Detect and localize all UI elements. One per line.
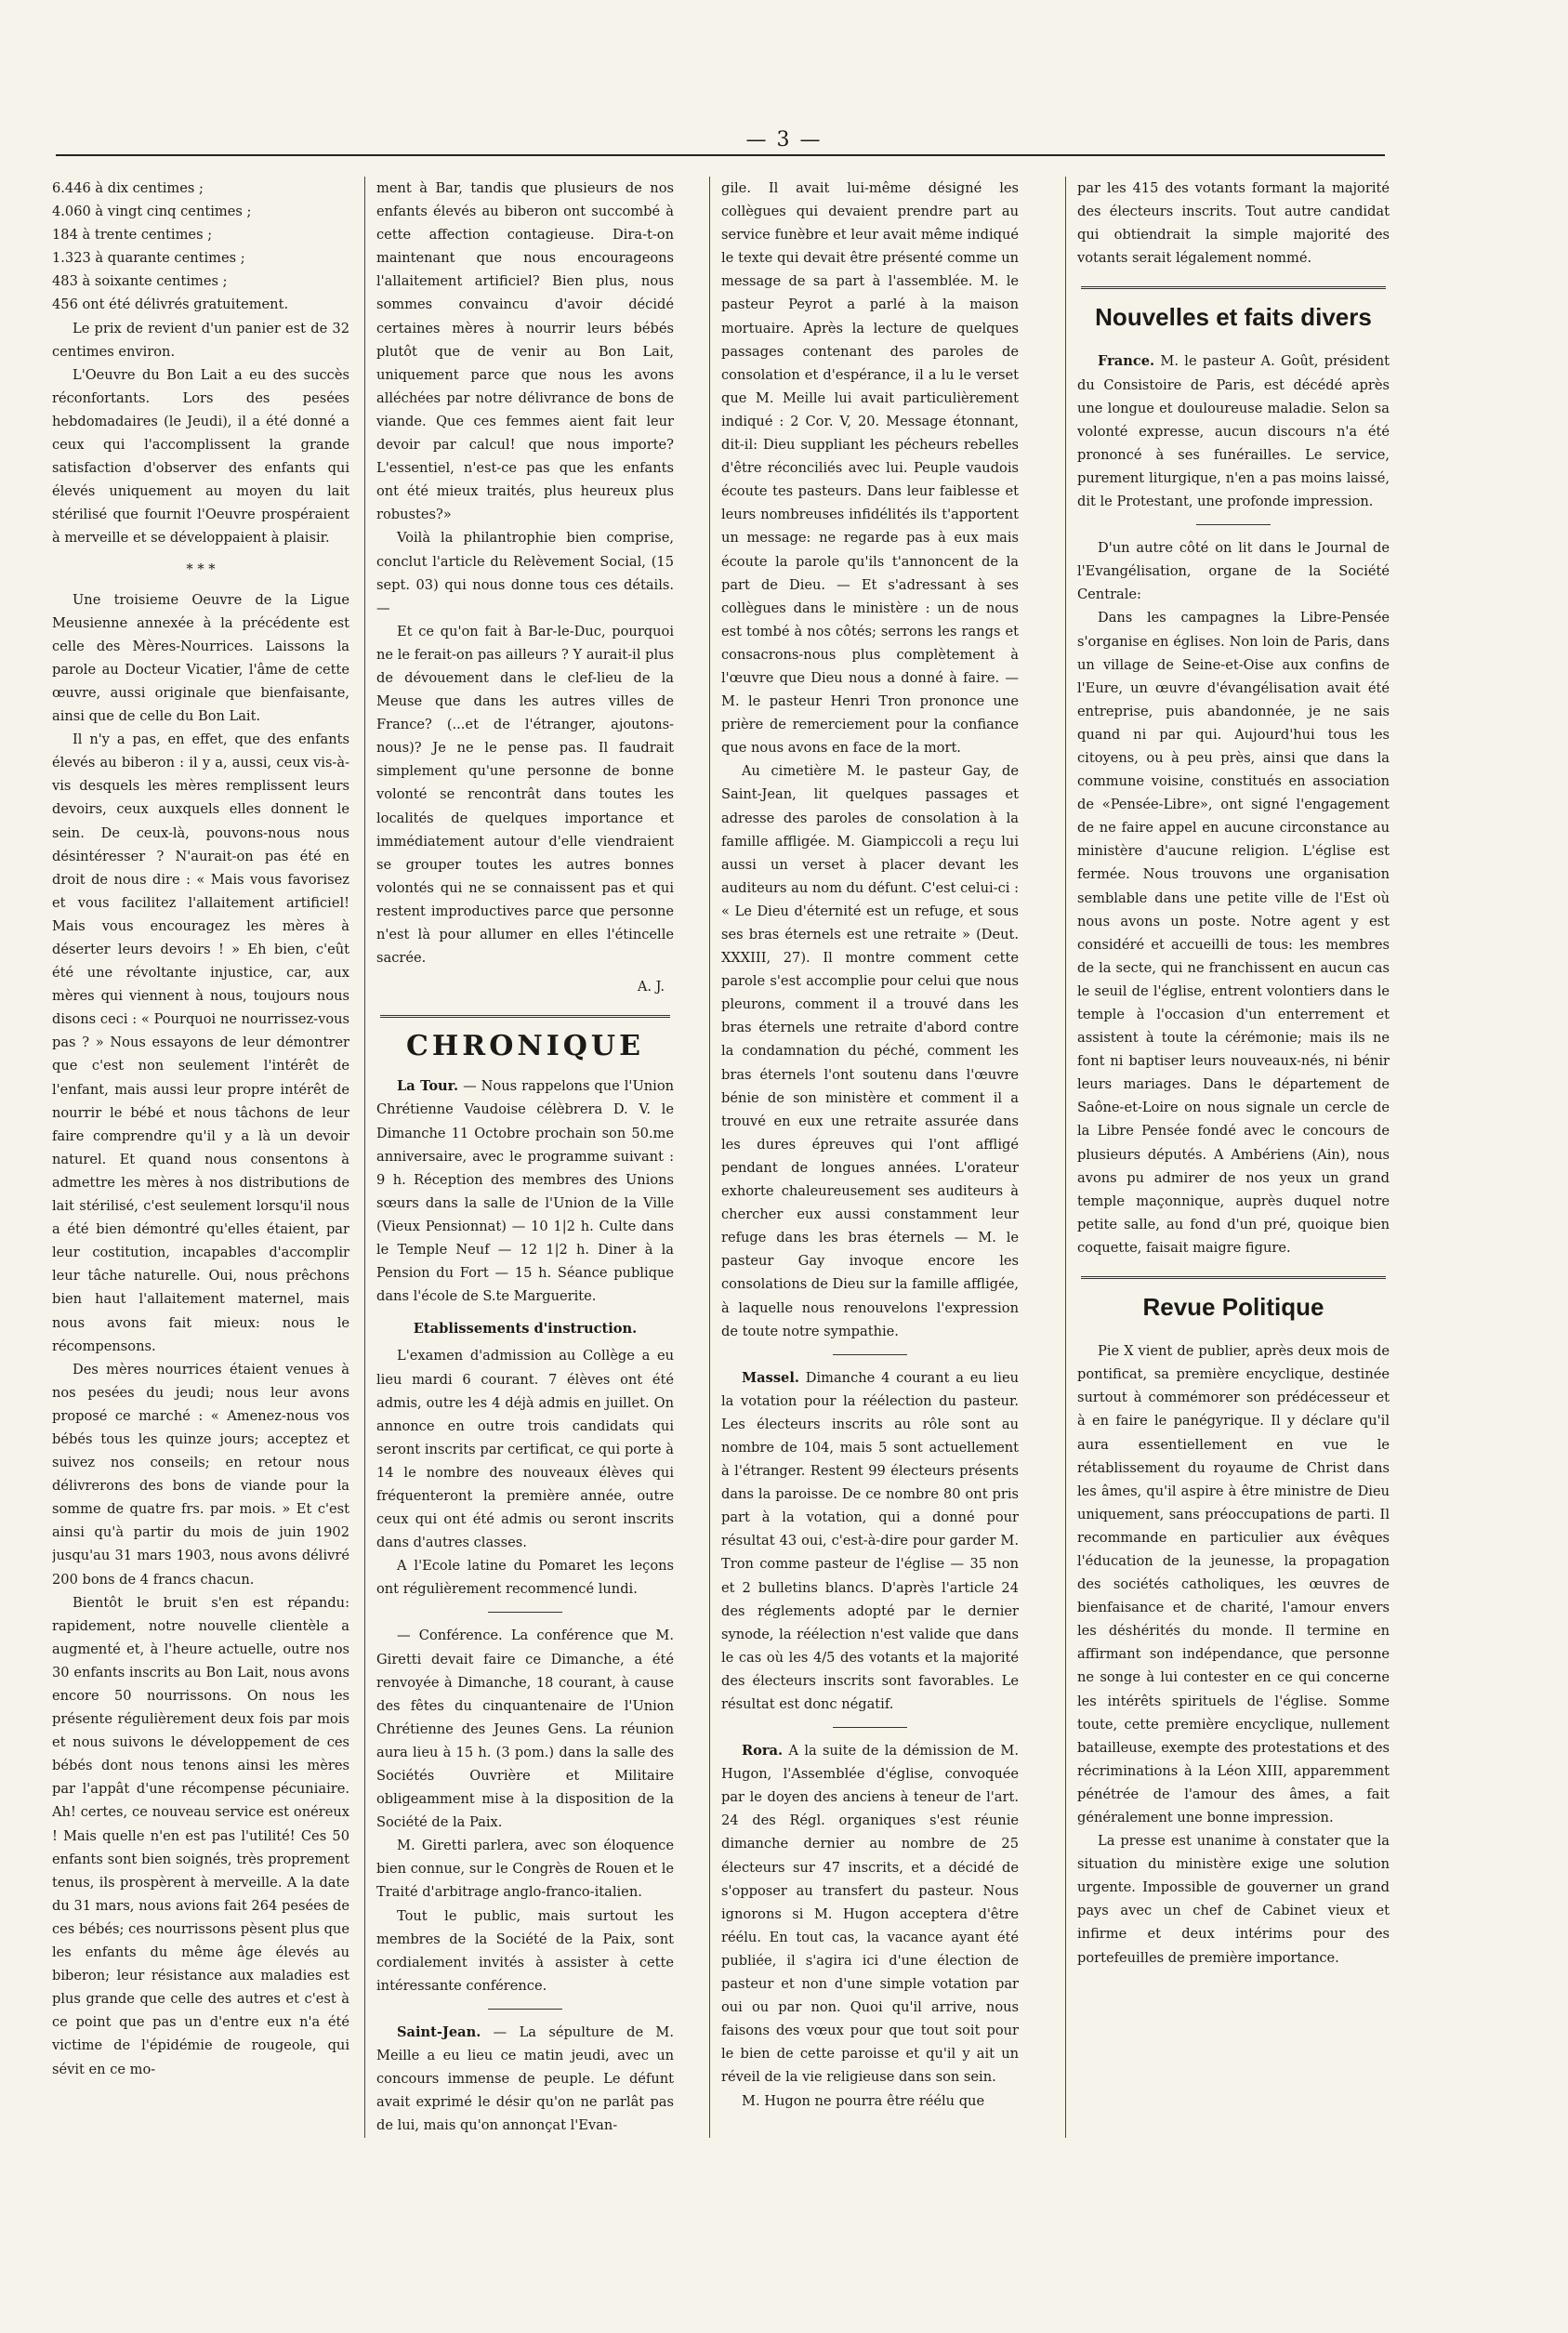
section-title-revue: Revue Politique [1142, 1293, 1324, 1322]
rubric-text: A la suite de la démission de M. Hugon, l'Assemblée d'église, convoquée par le doyen des anciens à teneur de l'art. 24 des Régl. organiques s'est réunie dimanche dernier au nombre de 25 électeurs sur 47 inscrits, et a décidé de s'opposer au transfert du pasteur. Nous ignorons si M. Hugon acceptera d'être réélu. En tout cas, la vacance ayant été publiée, il s'agira ici d'une élection de pasteur et non d'une simple votation par oui ou par non. Quoi qu'il arrive, nous faisons des vœux pour que tout soit pour le bien de cette paroisse et qu'il y ait un réveil de la vie religieuse dans son sein. [721, 1743, 1019, 2086]
paragraph: L'examen d'admission au Collège a eu lieu mardi 6 courant. 7 élèves ont été admis, outre les 4 déjà admis en juillet. On annonce en outre trois candidats qui seront inscrits par certificat, ce qui porte à 14 le nombre des nouveaux élèves qui fréquenteront la première année, outre ceux qui ont été admis ou seront inscrits dans d'autres classes. [376, 1348, 674, 1551]
paragraph: Bientôt le bruit s'en est répandu: rapidement, notre nouvelle clientèle a augmenté et, à l'heure actuelle, outre nos 30 enfants inscrits au Bon Lait, nous avons encore 50 nourrissons. On nous les présente régulièrement deux fois par mois et nous suivons le développement de ces bébés dont nous tenons ainsi les mères par l'appât d'une récompense pécuniaire. Ah! certes, ce nouveau service est onéreux ! Mais quelle n'en est pas l'utilité! Ces 50 enfants sont bien soignés, très proprement tenus, ils prospèrent à merveille. A la date du 31 mars, nous avions fait 264 pesées de ces bébés; ces nourrissons pèsent plus que les enfants du même âge élevés au biberon; leur résistance aux maladies est plus grande que celle des autres et c'est à ce point que pas un d'entre eux n'a été victime de l'épidémie de rougeole, qui sévit en ce mo- [52, 1594, 349, 2077]
rubric-label: France. [1098, 353, 1155, 370]
section-separator: * * * [186, 560, 216, 577]
short-divider [833, 1354, 907, 1355]
column-divider [1065, 177, 1066, 2138]
column-2 [376, 177, 674, 2166]
rubric-label: Rora. [742, 1743, 784, 1760]
paragraph: La presse est unanime à constater que la situation du ministère exige une solution urgente. Impossible de gouverner un grand pays avec un chef de Cabinet vieux et infirme et deux intérims pour des portefeuilles de première importance. [1077, 1833, 1390, 1966]
rubric-text: — La sépulture de M. Meille a eu lieu ce matin jeudi, avec un concours immense de peuple. Le défunt avait exprimé le désir qu'on ne parlât pas de lui, mais qu'on annonçat l'Evan- [376, 2023, 674, 2134]
paragraph: M. Giretti parlera, avec son éloquence bien connue, sur le Congrès de Rouen et le Traité d'arbitrage anglo-franco-italien. [376, 1838, 674, 1901]
paragraph: Au cimetière M. le pasteur Gay, de Saint-Jean, lit quelques passages et adresse des paroles de consolation à la famille affligée. M. Giampiccoli a reçu lui aussi un verset à placer devant les auditeurs au nom du défunt. C'est celui-ci : « Le Dieu d'éternité est un refuge, et sous ses bras éternels est une retraite » (Deut. XXXIII, 27). Il montre comment cette parole s'est accomplie pour celui que nous pleurons, comment il a trouvé dans les bras éternels une retraite d'abord contre la condamnation du péché, comment les bras éternels l'ont soutenu dans l'œuvre bénie de son ministère et comment il a trouvé en eux une retraite assurée dans les dures épreuves qui l'ont affligé pendant de longues années. L'orateur exhorte chaleureusement ses auditeurs à chercher eux aussi constamment leur refuge dans les bras éternels — M. le pasteur Gay invoque encore les consolations de Dieu sur la famille affligée, à laquelle nous renouvelons l'expression de toute notre sympathie. [721, 763, 1019, 1339]
section-title-nouvelles: Nouvelles et faits divers [1095, 303, 1372, 332]
paragraph [376, 1074, 674, 1308]
subheading: Etablissements d'instruction. [413, 1321, 638, 1338]
column-divider [364, 177, 365, 2138]
stat-line: 483 à soixante centimes ; [52, 273, 228, 290]
column-4 [1077, 177, 1390, 2166]
column-3 [721, 177, 1019, 2166]
paragraph [721, 1739, 1019, 2089]
short-divider [833, 1727, 907, 1728]
rubric-label: La Tour. [397, 1078, 459, 1095]
stat-line: 184 à trente centimes ; [52, 227, 213, 244]
rubric-text: — Nous rappelons que l'Union Chrétienne Vaudoise célèbrera D. V. le Dimanche 11 Octobre prochain son 50.me anniversaire, avec le programme suivant : 9 h. Réception des membres des Unions sœurs dans la salle de l'Union de la Ville (Vieux Pensionnat) — 10 1|2 h. Culte dans le Temple Neuf — 12 1|2 h. Diner à la Pension du Fort — 15 h. Séance publique dans l'école de S.te Marguerite. [376, 1078, 674, 1305]
section-title-chronique: CHRONIQUE [406, 1030, 644, 1063]
paragraph: Des mères nourrices étaient venues à nos pesées du jeudi; nous leur avons proposé ce marché : « Amenez-nous vos bébés tous les quinze jours; acceptez et suivez nos conseils; en retour nous délivrerons des bons de viande pour la somme de quatre frs. par mois. » Et c'est ainsi qu'à partir du mois de juin 1902 jusqu'au 31 mars 1903, nous avons délivré 200 bons de 4 francs chacun. [52, 1361, 349, 1588]
divider [1081, 1276, 1386, 1279]
column-1 [52, 177, 349, 2166]
paragraph: Tout le public, mais surtout les membres de la Société de la Paix, sont cordialement invités à assister à cette intéressante conférence. [376, 1907, 674, 1994]
paragraph: gile. Il avait lui-même désigné les collègues qui devaient prendre part au service funèbre et leur avait même indiqué le texte qui devait être présenté comme un message de sa part à l'assemblée. M. le pasteur Peyrot a parlé à la maison mortuaire. Après la lecture de quelques passages contenant des paroles de consolation et d'espérance, il a lu le verset que M. Meille lui avait particulièrement indiqué : 2 Cor. V, 20. Message étonnant, dit-il: Dieu suppliant les pécheurs rebelles d'être réconciliés avec lui. Peuple vaudois écoute tes pasteurs. Dans leur faiblesse et leurs nombreuses infidélités ils t'apportent un message: ne regarde pas à eux mais écoute la parole qu'ils t'annoncent de la part de Dieu. — Et s'adressant à ses collègues dans le ministère : un de nous est tombé à nos côtés; serrons les rangs et consacrons-nous plus complètement à l'œuvre que Dieu nous a donné à faire. — M. le pasteur Henri Tron prononce une prière de remerciement pour la confiance que nous avons en face de la mort. [721, 180, 1019, 757]
paragraph: Le prix de revient d'un panier est de 32 centimes environ. [52, 320, 349, 360]
paragraph: M. Hugon ne pourra être réélu que [742, 2092, 985, 2109]
paragraph: Il n'y a pas, en effet, que des enfants élevés au biberon : il y a, aussi, ceux vis-à-vis desquels les mères remplissent leurs devoirs, ceux auxquels elles donnent le sein. De ceux-là, pouvons-nous nous désintéresser ? N'aurait-on pas été en droit de nous dire : « Mais vous favorisez et vous facilitez l'allaitement artificiel! Mais vous encouragez les mères à déserter leurs devoirs ! » Eh bien, c'eût été une révoltante injustice, car, aux mères qui viennent à nous, toujours nous disons ceci : « Pourquoi ne nourrissez-vous pas ? » Nous essayons de leur démontrer que c'est non seulement l'intérêt de l'enfant, mais aussi leur propre intérêt de nourrir le bébé et nous tâchons de leur faire comprendre qu'il y a là un devoir naturel. Et quand nous consentons à admettre les mères à nos distributions de lait stérilisé, c'est seulement lorsqu'il nous a été bien démontré qu'elles étaient, par leur costitution, incapables d'accomplir leur tâche naturelle. Oui, nous prêchons bien haut l'allaitement maternel, mais nous avons fait mieux: nous le récompensons. [52, 732, 349, 1354]
paragraph [721, 1366, 1019, 1716]
paragraph: D'un autre côté on lit dans le Journal de l'Evangélisation, organe de la Société Centrale: [1077, 540, 1390, 603]
rubric-label: Massel. [742, 1369, 799, 1386]
divider [380, 1015, 670, 1018]
stat-line: 6.446 à dix centimes ; [52, 180, 204, 196]
paragraph: L'Oeuvre du Bon Lait a eu des succès réconfortants. Lors des pesées hebdomadaires (le Jeudi), il a été donné a ceux qui l'accomplissent la grande satisfaction d'observer des enfants qui élevés uniquement au moyen du lait stérilisé que fournit l'Oeuvre prospéraient à merveille et se développaient à plaisir. [52, 366, 349, 547]
paragraph: Voilà la philantrophie bien comprise, conclut l'article du Relèvement Social, (15 sept. 03) qui nous donne tous ces détails. — [376, 530, 674, 616]
rubric-text: Dimanche 4 courant a eu lieu la votation pour la réélection du pasteur. Les électeurs inscrits au rôle sont au nombre de 104, mais 5 sont actuellement à l'étranger. Restent 99 électeurs présents dans la paroisse. De ce nombre 80 ont pris part à la votation, qui a donné pour résultat 43 oui, c'est-à-dire pour garder M. Tron comme pasteur de l'église — 35 non et 2 bulletins blancs. D'après l'article 24 des réglements adopté par le dernier synode, la réélection n'est valide que dans le cas où les 4/5 des votants et la majorité des électeurs inscrits sont favorables. Le résultat est donc négatif. [721, 1369, 1019, 1712]
short-divider [1196, 524, 1271, 525]
paragraph: Et ce qu'on fait à Bar-le-Duc, pourquoi ne le ferait-on pas ailleurs ? Y aurait-il plus de dévouement dans le clef-lieu de la Meuse que dans les autres villes de France? (...et de l'étranger, ajoutons-nous)? Je ne le pense pas. Il faudrait simplement qu'une personne de bonne volonté se rencontrât dans toutes les localités de quelques importance et immédiatement autour d'elle viendraient se grouper toutes les autres bonnes volontés qui ne se connaissent pas et qui restent improductives parce que personne n'est là pour allumer en elles l'étincelle sacrée. [376, 623, 674, 967]
paragraph [376, 2021, 674, 2137]
stat-line: 1.323 à quarante centimes ; [52, 250, 245, 267]
signature: A. J. [637, 979, 665, 995]
paragraph: — Conférence. La conférence que M. Giretti devait faire ce Dimanche, a été renvoyée à Dimanche, 18 courant, à cause des fêtes du cinquantenaire de l'Union Chrétienne des Jeunes Gens. La réunion aura lieu à 15 h. (3 pom.) dans la salle des Sociétés Ouvrière et Militaire obligeamment mise à la disposition de la Société de la Paix. [376, 1628, 674, 1831]
header-rule [56, 154, 1385, 156]
stat-line: 456 ont été délivrés gratuitement. [52, 297, 289, 313]
paragraph: par les 415 des votants formant la majorité des électeurs inscrits. Tout autre candidat qui obtiendrait la simple majorité des votants serait légalement nommé. [1077, 180, 1390, 267]
short-divider [488, 1612, 562, 1613]
paragraph: A l'Ecole latine du Pomaret les leçons ont régulièrement recommencé lundi. [376, 1558, 674, 1598]
paragraph: Pie X vient de publier, après deux mois de pontificat, sa première encyclique, destinée surtout à commémorer son prédécesseur et à en faire le panégyrique. Il y déclare qu'il aura essentiellement en vue le rétablissement du royaume de Christ dans les âmes, qu'il aspire à être ministre de Dieu uniquement, sans préoccupations de parti. Il recommande en particulier aux évêques l'éducation de la jeunesse, la propagation des sociétés catholiques, les œuvres de bienfaisance et de charité, l'amour envers les déshérités du monde. Il termine en affirmant son indépendance, que personne ne songe à lui contester en ce qui concerne les intérêts spirituels de l'église. Somme toute, cette première encyclique, nullement batailleuse, exempte des protestations et des récriminations à la Léon XIII, apparemment pénétrée de l'amour des âmes, a fait généralement une bonne impression. [1077, 1343, 1390, 1826]
paragraph: Dans les campagnes la Libre-Pensée s'organise en églises. Non loin de Paris, dans un village de Seine-et-Oise aux confins de l'Eure, un œuvre d'évangélisation avait été entreprise, puis abandonnée, je ne sais quand ni par qui. Aujourd'hui tous les citoyens, ou à peu près, ainsi que dans la commune voisine, constitués en association de «Pensée-Libre», ont signé l'engagement de ne faire appel en aucune circonstance au ministère d'aucune religion. L'église est fermée. Nous trouvons une organisation semblable dans une petite ville de l'Est où nous avons un poste. Notre agent y est considéré et accueilli de tous: les membres de la secte, qui ne franchissent en aucun cas le seuil de l'église, entrent volontiers dans le temple à l'occasion d'un enterrement et assistent à toute la cérémonie; mais ils ne font ni baptiser leurs nouveaux-nés, ni bénir leurs mariages. Dans le département de Saône-et-Loire on nous signale un cercle de la Libre Pensée fondé avec le concours de plusieurs députés. A Ambériens (Ain), nous avons pu admirer de nos yeux un grand temple maçonnique, auprès duquel notre petite salle, au fond d'un pré, quoique bien coquette, faisait maigre figure. [1077, 610, 1390, 1256]
page-number: — 3 — [745, 128, 823, 152]
column-divider [709, 177, 710, 2138]
paragraph: Une troisieme Oeuvre de la Ligue Meusienne annexée à la précédente est celle des Mères-Nourrices. Laissons la parole au Docteur Vicatier, l'âme de cette œuvre, aussi originale que bienfaisante, ainsi que de celle du Bon Lait. [52, 591, 349, 725]
divider [1081, 286, 1386, 289]
rubric-label: Saint-Jean. [397, 2023, 481, 2040]
short-divider [488, 2009, 562, 2010]
stat-line: 4.060 à vingt cinq centimes ; [52, 204, 252, 220]
paragraph: ment à Bar, tandis que plusieurs de nos enfants élevés au biberon ont succombé à cette affection contagieuse. Dira-t-on maintenant que nous encourageons l'allaitement artificiel? Bien plus, nous sommes convaincu d'avoir décidé certaines mères à nourrir leurs bébés plutôt que de venir au Bon Lait, uniquement parce que nous les avons alléchées par notre délivrance de bons de viande. Que ces femmes aient fait leur devoir par calcul! que nous importe? L'essentiel, n'est-ce pas que les enfants ont été mieux traités, plus heureux plus robustes?» [376, 180, 674, 523]
rubric-text: M. le pasteur A. Goût, président du Consistoire de Paris, est décédé après une longue et douloureuse maladie. Selon sa volonté expresse, aucun discours n'a été prononcé à ses funérailles. Le service, purement liturgique, n'en a pas moins laissé, dit le Protestant, une profonde impression. [1077, 353, 1390, 510]
paragraph [1077, 349, 1390, 513]
